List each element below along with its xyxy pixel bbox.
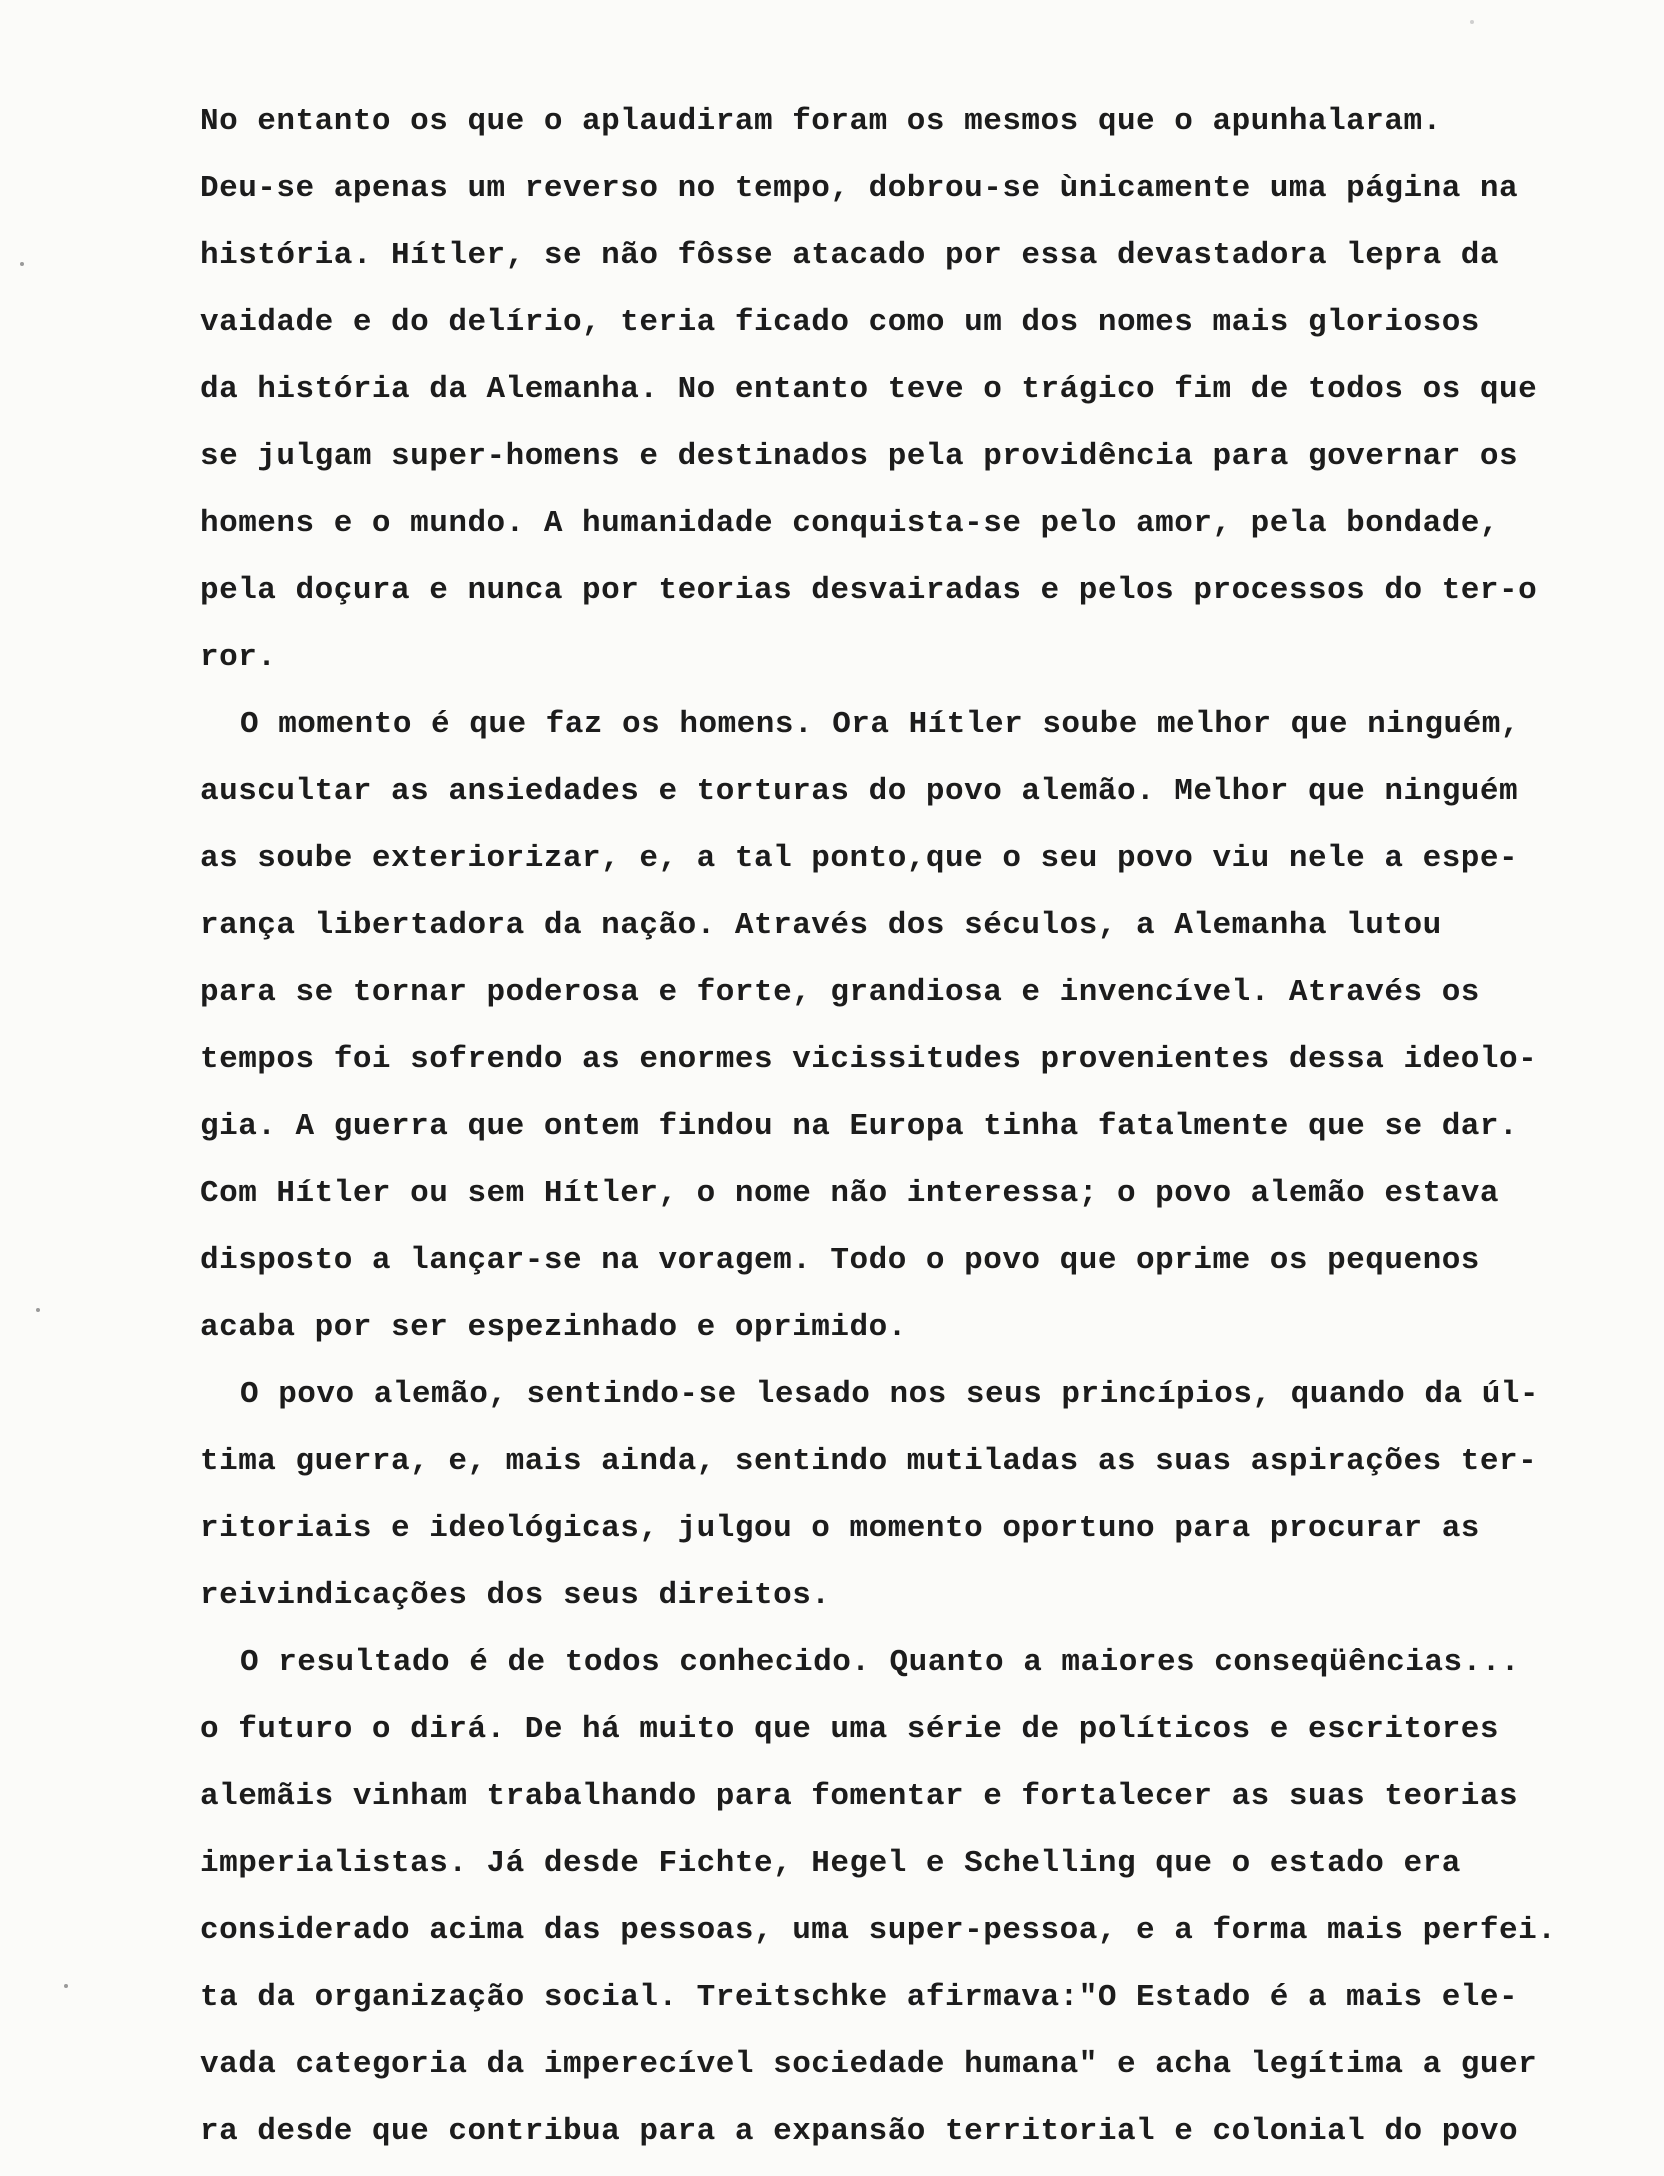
text-line: para se tornar poderosa e forte, grandiosa e invencível. Através os: [200, 975, 1480, 1010]
text-line: ror.: [200, 640, 277, 675]
scan-speck: [20, 262, 24, 266]
text-line: homens e o mundo. A humanidade conquista-se pelo amor, pela bondade,: [200, 506, 1500, 541]
text-line: tima guerra, e, mais ainda, sentindo mutiladas as suas aspirações ter-: [200, 1444, 1538, 1479]
text-line: O resultado é de todos conhecido. Quanto a maiores conseqüências...: [240, 1645, 1520, 1680]
text-line: gia. A guerra que ontem findou na Europa tinha fatalmente que se dar.: [200, 1109, 1519, 1144]
scan-speck: [36, 1308, 40, 1312]
text-line: No entanto os que o aplaudiram foram os mesmos que o apunhalaram.: [200, 104, 1442, 139]
text-line: história. Hítler, se não fôsse atacado por essa devastadora lepra da: [200, 238, 1500, 273]
text-line: auscultar as ansiedades e torturas do povo alemão. Melhor que ninguém: [200, 774, 1519, 809]
text-line: O povo alemão, sentindo-se lesado nos seus princípios, quando da úl-: [240, 1377, 1540, 1412]
scan-speck: [64, 1984, 68, 1988]
text-line: O momento é que faz os homens. Ora Hítler soube melhor que ninguém,: [240, 707, 1520, 742]
paragraph: [200, 691, 1612, 1361]
text-line: rança libertadora da nação. Através dos séculos, a Alemanha lutou: [200, 908, 1442, 943]
text-line: ta da organização social. Treitschke afirmava:"O Estado é a mais ele-: [200, 1980, 1519, 2015]
text-line: pela doçura e nunca por teorias desvairadas e pelos processos do ter-o: [200, 573, 1538, 608]
text-line: vada categoria da imperecível sociedade humana" e acha legítima a guer: [200, 2047, 1538, 2082]
paragraph: [200, 1629, 1612, 2165]
text-line: ra desde que contribua para a expansão territorial e colonial do povo: [200, 2114, 1519, 2149]
text-line: reivindicações dos seus direitos.: [200, 1578, 831, 1613]
text-line: vaidade e do delírio, teria ficado como um dos nomes mais gloriosos: [200, 305, 1480, 340]
text-line: Com Hítler ou sem Hítler, o nome não interessa; o povo alemão estava: [200, 1176, 1500, 1211]
text-line: alemãis vinham trabalhando para fomentar e fortalecer as suas teorias: [200, 1779, 1519, 1814]
text-line: se julgam super-homens e destinados pela providência para governar os: [200, 439, 1519, 474]
text-line: imperialistas. Já desde Fichte, Hegel e Schelling que o estado era: [200, 1846, 1461, 1881]
text-line: Deu-se apenas um reverso no tempo, dobrou-se ùnicamente uma página na: [200, 171, 1519, 206]
text-line: as soube exteriorizar, e, a tal ponto,que o seu povo viu nele a espe-: [200, 841, 1519, 876]
text-line: da história da Alemanha. No entanto teve o trágico fim de todos os que: [200, 372, 1538, 407]
text-line: tempos foi sofrendo as enormes vicissitudes provenientes dessa ideolo-: [200, 1042, 1538, 1077]
text-line: considerado acima das pessoas, uma super-pessoa, e a forma mais perfei.: [200, 1913, 1557, 1948]
paragraph: [200, 1361, 1612, 1629]
text-line: ritoriais e ideológicas, julgou o momento oportuno para procurar as: [200, 1511, 1480, 1546]
text-line: disposto a lançar-se na voragem. Todo o povo que oprime os pequenos: [200, 1243, 1480, 1278]
paragraph: [200, 88, 1612, 691]
scan-speck: [1470, 20, 1474, 24]
text-line: acaba por ser espezinhado e oprimido.: [200, 1310, 907, 1345]
document-body: [200, 88, 1612, 2165]
text-line: o futuro o dirá. De há muito que uma série de políticos e escritores: [200, 1712, 1500, 1747]
